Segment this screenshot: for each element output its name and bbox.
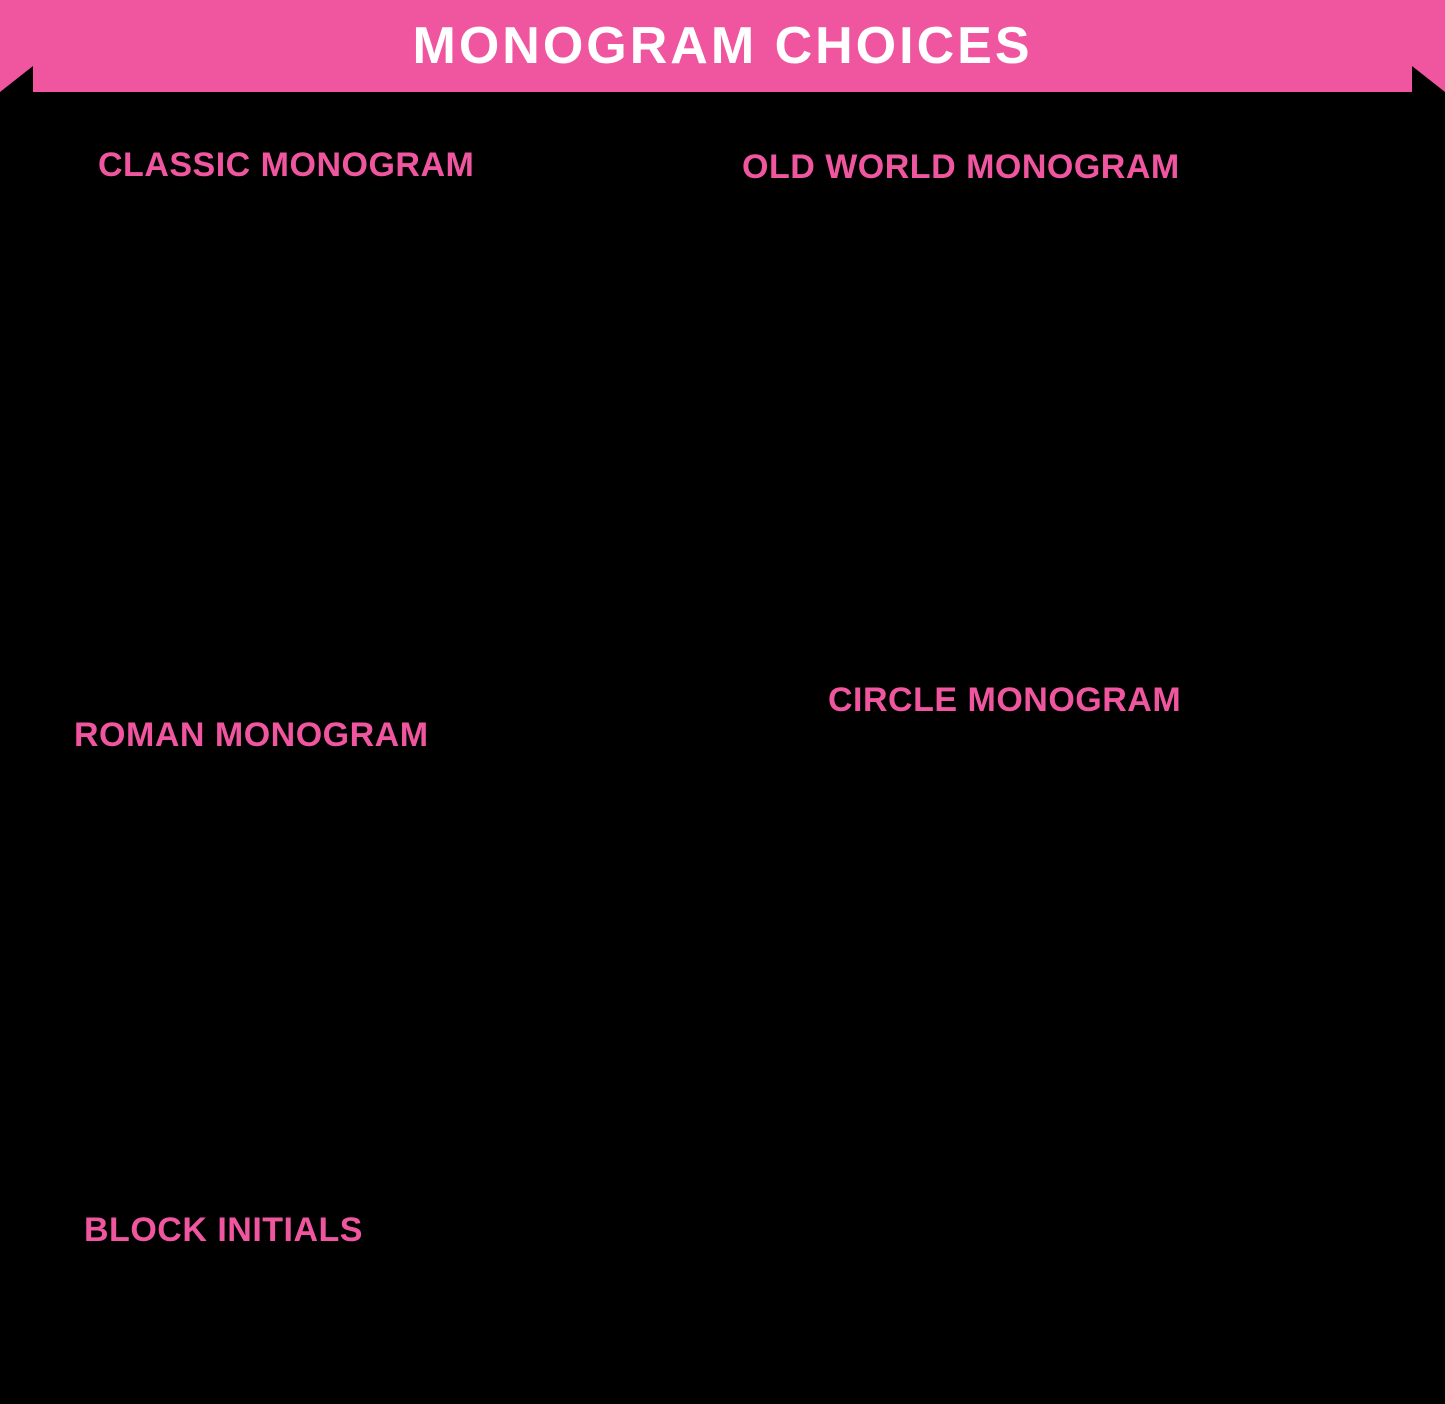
section-label-roman-monogram: ROMAN MONOGRAM (74, 716, 429, 754)
page-title: MONOGRAM CHOICES (412, 17, 1033, 75)
section-label-circle-monogram: CIRCLE MONOGRAM (828, 681, 1182, 719)
section-label-block-initials: BLOCK INITIALS (84, 1211, 363, 1249)
section-label-classic-monogram: CLASSIC MONOGRAM (98, 146, 475, 184)
sample-art-circle-monogram (820, 730, 1380, 1180)
sample-art-block-initials (80, 1255, 640, 1385)
banner (0, 0, 1445, 100)
sample-art-classic-monogram (90, 200, 650, 670)
section-label-old-world-monogram: OLD WORLD MONOGRAM (742, 148, 1180, 186)
sample-art-roman-monogram (70, 760, 630, 1180)
sample-art-old-world-monogram (730, 200, 1350, 670)
